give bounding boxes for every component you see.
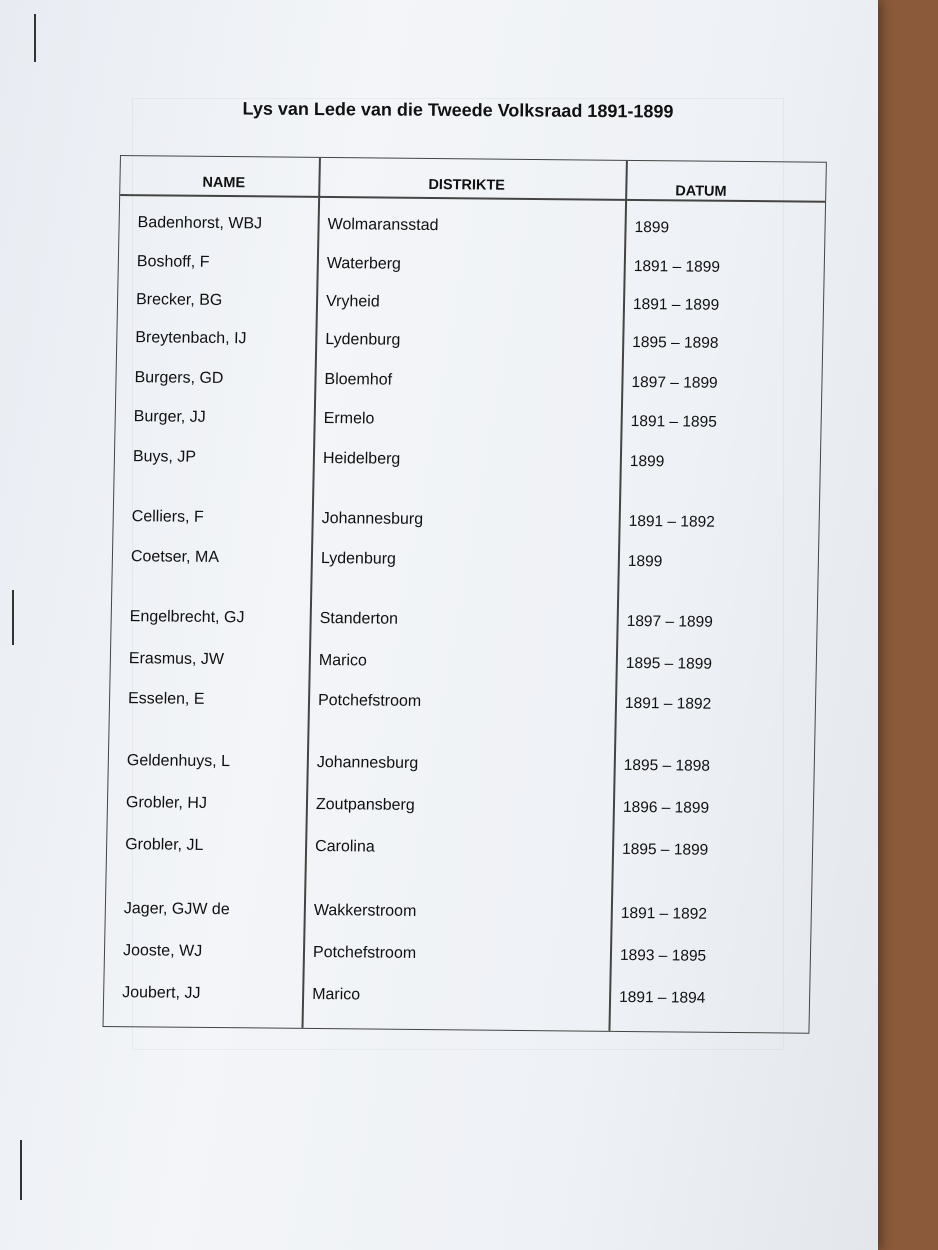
header-district: DISTRIKTE [428, 176, 506, 194]
member-district: Johannesburg [316, 753, 419, 772]
table-row [111, 650, 816, 681]
member-date: 1893 – 1895 [619, 946, 707, 965]
table-row [113, 548, 818, 579]
member-name: Engelbrecht, GJ [129, 608, 245, 627]
member-date: 1891 – 1892 [624, 694, 712, 713]
member-district: Marico [311, 985, 361, 1004]
member-date: 1897 – 1899 [626, 612, 714, 631]
member-name: Geldenhuys, L [126, 752, 231, 771]
table-row [108, 794, 813, 825]
member-name: Grobler, JL [124, 836, 204, 854]
member-date: 1891 – 1892 [620, 904, 708, 923]
table-row [117, 329, 822, 360]
column-divider-2 [608, 161, 627, 1031]
member-date: 1899 [634, 218, 670, 237]
member-name: Brecker, BG [135, 291, 223, 310]
member-district: Johannesburg [321, 509, 424, 528]
member-name: Esselen, E [127, 690, 205, 708]
member-date: 1895 – 1899 [621, 840, 709, 859]
member-district: Potchefstroom [312, 943, 417, 962]
member-district: Waterberg [326, 255, 402, 273]
member-date: 1899 [629, 452, 665, 471]
table-row [115, 408, 820, 439]
table-row [113, 508, 818, 539]
member-district: Vryheid [325, 292, 380, 311]
member-date: 1891 – 1894 [618, 988, 706, 1007]
member-date: 1896 – 1899 [622, 798, 710, 817]
member-district: Heidelberg [322, 449, 401, 468]
member-name: Grobler, HJ [125, 794, 208, 812]
member-district: Potchefstroom [317, 691, 422, 710]
table-row [107, 836, 812, 867]
table-row [105, 942, 810, 973]
member-date: 1891 – 1895 [630, 412, 718, 431]
member-district: Marico [318, 651, 368, 670]
member-name: Jager, GJW de [123, 900, 230, 919]
table-row [119, 253, 824, 284]
member-name: Burgers, GD [134, 369, 224, 388]
table-row [110, 690, 815, 721]
member-name: Badenhorst, WBJ [137, 214, 263, 233]
table-row [115, 448, 820, 479]
member-name: Joubert, JJ [122, 984, 201, 1002]
member-district: Lydenburg [320, 549, 397, 568]
member-name: Buys, JP [132, 448, 197, 466]
member-name: Boshoff, F [136, 253, 210, 271]
member-name: Celliers, F [131, 508, 204, 526]
member-district: Wolmaransstad [327, 216, 439, 235]
table-row [106, 900, 811, 931]
member-district: Ermelo [323, 409, 375, 428]
column-divider-1 [301, 158, 320, 1028]
table-row [116, 369, 821, 400]
table-row [111, 608, 816, 639]
member-district: Wakkerstroom [313, 901, 417, 920]
member-date: 1895 – 1898 [632, 333, 719, 352]
binder-mark-middle [12, 590, 14, 645]
member-district: Zoutpansberg [315, 795, 415, 814]
member-date: 1891 – 1892 [628, 512, 716, 531]
members-table [102, 155, 826, 1034]
member-name: Erasmus, JW [128, 650, 225, 669]
member-date: 1897 – 1899 [631, 373, 718, 392]
member-name: Breytenbach, IJ [135, 329, 247, 348]
binder-mark-top [34, 14, 36, 62]
member-name: Burger, JJ [133, 408, 206, 426]
member-date: 1891 – 1899 [632, 295, 720, 314]
member-date: 1895 – 1898 [623, 756, 711, 775]
table-row [119, 214, 824, 245]
header-name: NAME [202, 174, 246, 192]
member-district: Lydenburg [325, 330, 401, 349]
member-date: 1899 [627, 552, 663, 571]
binder-mark-bottom [20, 1140, 22, 1200]
header-date: DATUM [675, 183, 727, 200]
member-date: 1895 – 1899 [625, 654, 713, 673]
page-title: Lys van Lede van die Tweede Volksraad 1891-1899 [242, 98, 674, 122]
member-name: Jooste, WJ [122, 942, 203, 960]
member-district: Carolina [314, 837, 375, 856]
member-date: 1891 – 1899 [633, 257, 721, 276]
member-district: Bloemhof [324, 370, 393, 389]
table-row [104, 984, 809, 1015]
table-row [118, 291, 823, 322]
member-name: Coetser, MA [130, 548, 220, 567]
table-row [109, 752, 814, 783]
member-district: Standerton [319, 609, 399, 628]
